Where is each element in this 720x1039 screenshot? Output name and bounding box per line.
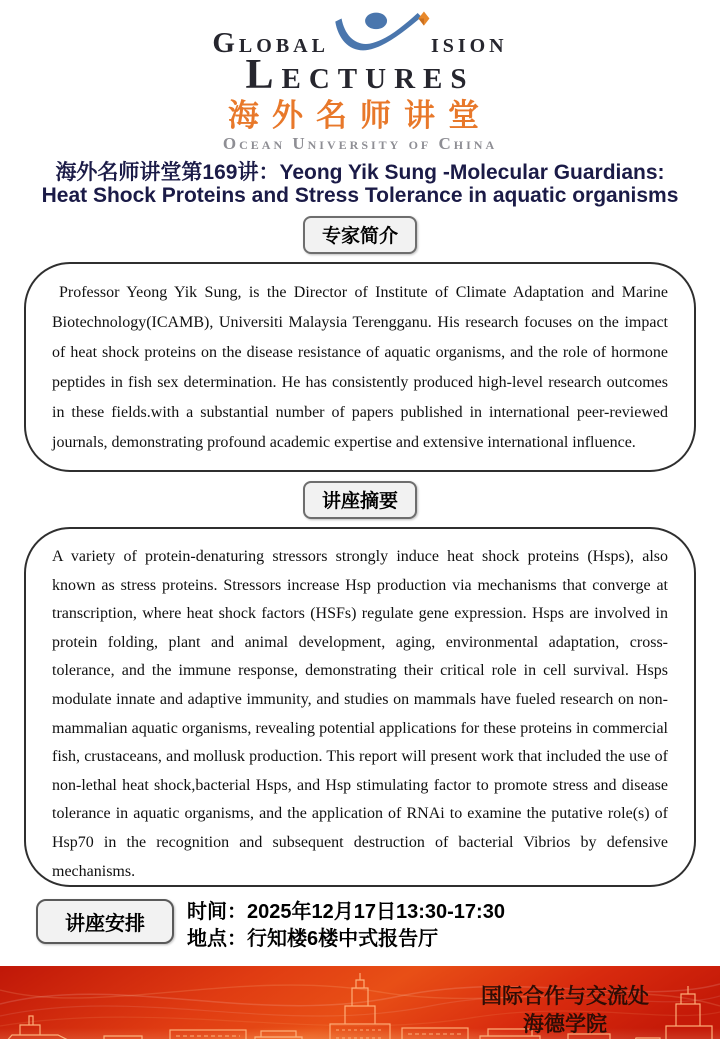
expert-intro-box xyxy=(24,262,696,472)
lecture-title-line2: Heat Shock Proteins and Stress Tolerance in aquatic organisms xyxy=(41,183,679,207)
logo-word-ision: ision xyxy=(430,27,508,59)
logo-university-name: Ocean University of China xyxy=(222,133,498,153)
abstract-box xyxy=(24,527,696,887)
organizer-line1: 国际合作与交流处 xyxy=(481,984,649,1008)
logo-word-global: Global xyxy=(212,27,329,59)
organizer-line2: 海德学院 xyxy=(523,1012,607,1036)
logo-chinese-seal-script: 海外名师讲堂 xyxy=(228,97,492,134)
footer-banner xyxy=(0,966,720,1039)
global-vision-lectures-logo xyxy=(0,0,720,154)
abstract-badge: 讲座摘要 xyxy=(303,481,417,519)
expert-intro-text: Professor Yeong Yik Sung, is the Director of Institute of Climate Adaptation and Marine Biotechnology(ICAMB), Universiti Malaysia Terengganu. His research focuses on the impact of heat shock proteins on the disease resistance of aquatic organisms, and the role of hormone peptides in fish sex determination. He has consistently produced high-level research outcomes in these fields.with a substantial number of papers published in international peer-reviewed journals, demonstrating profound academic expertise and extensive international influence. xyxy=(52,283,668,451)
abstract-text: A variety of protein-denaturing stressors strongly induce heat shock proteins (Hsps), also known as stress proteins. Stressors increase Hsp production via mechanisms that converge at transcription, where heat shock factors (HSFs) regulate gene expression. Hsps are involved in protein folding, plant and animal development, aging, environmental adaptation, cross-tolerance, and the immune response, demonstrating their critical role in cell survival. Hsps modulate innate and adaptive immunity, and studies on mammals have fueled research on non-mammalian aquatic organisms, revealing potential applications for these proteins in commercial fish, crustaceans, and mollusk production. This report will present work that included the use of non-lethal heat shock,bacterial Hsps, and Hsp stimulating factor to promote stress and disease tolerance in aquatic organisms, and the application of RNAi to examine the putative role(s) of Hsp70 in the recognition and subsequent destruction of bacterial Vibrios by defensive mechanisms. xyxy=(52,547,668,880)
schedule-time: 时间：2025年12月17日13:30-17:30 xyxy=(187,900,505,923)
schedule-badge: 讲座安排 xyxy=(36,899,174,944)
schedule-details xyxy=(187,899,505,953)
logo-word-lectures: Lectures xyxy=(245,52,475,98)
organizer-block xyxy=(435,983,695,1039)
lecture-title xyxy=(0,161,720,207)
expert-intro-badge: 专家简介 xyxy=(303,216,417,254)
schedule-location: 地点：行知楼6楼中式报告厅 xyxy=(187,927,439,950)
schedule-section xyxy=(0,899,720,953)
lecture-title-line1: 海外名师讲堂第169讲：Yeong Yik Sung -Molecular Guardians: xyxy=(55,160,665,184)
